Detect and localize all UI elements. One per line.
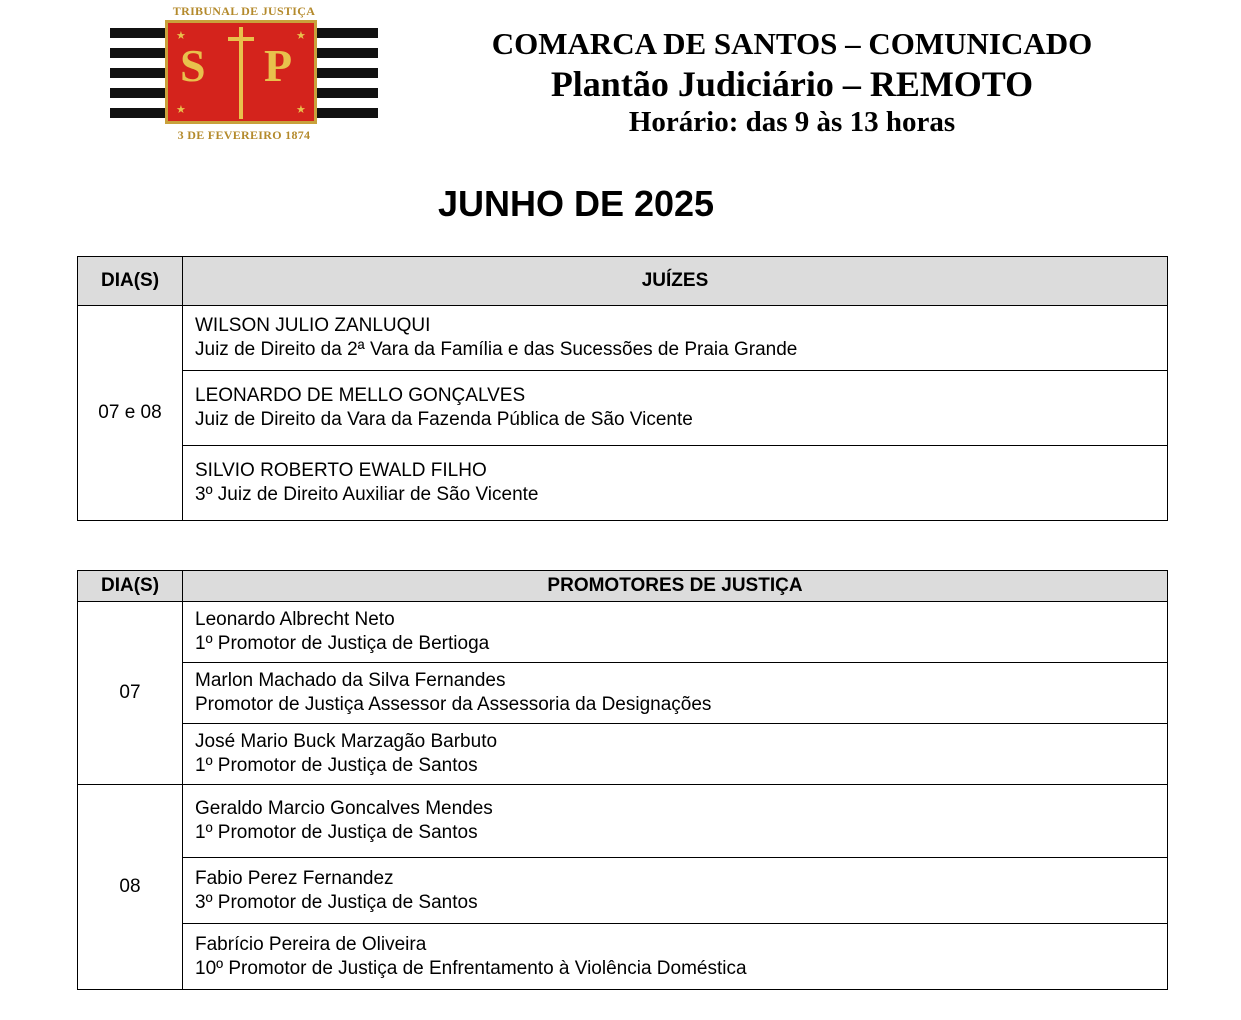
person-name: SILVIO ROBERTO EWALD FILHO <box>195 460 487 481</box>
person-name: Geraldo Marcio Goncalves Mendes <box>195 798 493 819</box>
header-judges: JUÍZES <box>183 257 1168 306</box>
person-role: 3º Juiz de Direito Auxiliar de São Vicente <box>195 484 539 505</box>
table-row <box>78 724 1168 785</box>
table-row <box>78 371 1168 446</box>
person-name: WILSON JULIO ZANLUQUI <box>195 315 431 336</box>
promoter-cell <box>183 858 1168 924</box>
judge-cell <box>183 371 1168 446</box>
header-promoters: PROMOTORES DE JUSTIÇA <box>183 571 1168 602</box>
logo-top-text: TRIBUNAL DE JUSTIÇA <box>172 4 316 18</box>
table-row <box>78 446 1168 521</box>
person-name: LEONARDO DE MELLO GONÇALVES <box>195 385 526 406</box>
star-icon: ★ <box>176 104 186 116</box>
logo-bottom-text: 3 DE FEVEREIRO 1874 <box>177 128 311 142</box>
table-row <box>78 785 1168 858</box>
star-icon: ★ <box>296 104 306 116</box>
header-day: DIA(S) <box>78 257 183 306</box>
person-name: Leonardo Albrecht Neto <box>195 609 395 630</box>
person-role: 10º Promotor de Justiça de Enfrentamento à Violência Doméstica <box>195 957 747 979</box>
judge-cell <box>183 446 1168 521</box>
table-row <box>78 306 1168 371</box>
header-day: DIA(S) <box>78 571 183 602</box>
tribunal-logo <box>110 4 378 144</box>
judge-cell <box>183 306 1168 371</box>
person-role: 1º Promotor de Justiça de Santos <box>195 822 478 843</box>
person-role: 3º Promotor de Justiça de Santos <box>195 891 478 913</box>
logo-letter-s: S <box>180 40 206 91</box>
logo-shield <box>165 20 317 124</box>
day-cell: 08 <box>78 785 183 990</box>
header-title-comarca: COMARCA DE SANTOS – COMUNICADO <box>491 26 1093 61</box>
table-row <box>78 663 1168 724</box>
person-name: José Mario Buck Marzagão Barbuto <box>195 731 498 752</box>
table-header-row <box>78 257 1168 306</box>
day-cell: 07 e 08 <box>78 306 183 521</box>
person-role: Juiz de Direito da Vara da Fazenda Pública de São Vicente <box>195 409 693 430</box>
table-header-row <box>78 571 1168 602</box>
person-name: Marlon Machado da Silva Fernandes <box>195 670 506 691</box>
promoter-cell <box>183 785 1168 858</box>
person-name: Fabio Perez Fernandez <box>195 867 394 889</box>
person-role: 1º Promotor de Justiça de Bertioga <box>195 633 490 654</box>
promoter-cell <box>183 663 1168 724</box>
logo-letter-p: P <box>264 40 293 91</box>
star-icon: ★ <box>176 30 186 42</box>
person-name: Fabrício Pereira de Oliveira <box>195 933 427 955</box>
month-title: JUNHO DE 2025 <box>437 183 715 224</box>
table-row <box>78 858 1168 924</box>
day-cell: 07 <box>78 602 183 785</box>
judges-table <box>77 256 1168 521</box>
promoters-table <box>77 570 1168 990</box>
star-icon: ★ <box>296 30 306 42</box>
promoter-cell <box>183 924 1168 990</box>
table-row <box>78 602 1168 663</box>
person-role: Juiz de Direito da 2ª Vara da Família e das Sucessões de Praia Grande <box>195 339 798 360</box>
promoter-cell <box>183 724 1168 785</box>
person-role: 1º Promotor de Justiça de Santos <box>195 755 478 776</box>
person-role: Promotor de Justiça Assessor da Assessoria da Designações <box>195 694 712 715</box>
sword-icon <box>239 27 243 119</box>
promoter-cell <box>183 602 1168 663</box>
header-title-horario: Horário: das 9 às 13 horas <box>628 106 956 138</box>
table-row <box>78 924 1168 990</box>
header-title-plantao: Plantão Judiciário – REMOTO <box>550 64 1034 104</box>
